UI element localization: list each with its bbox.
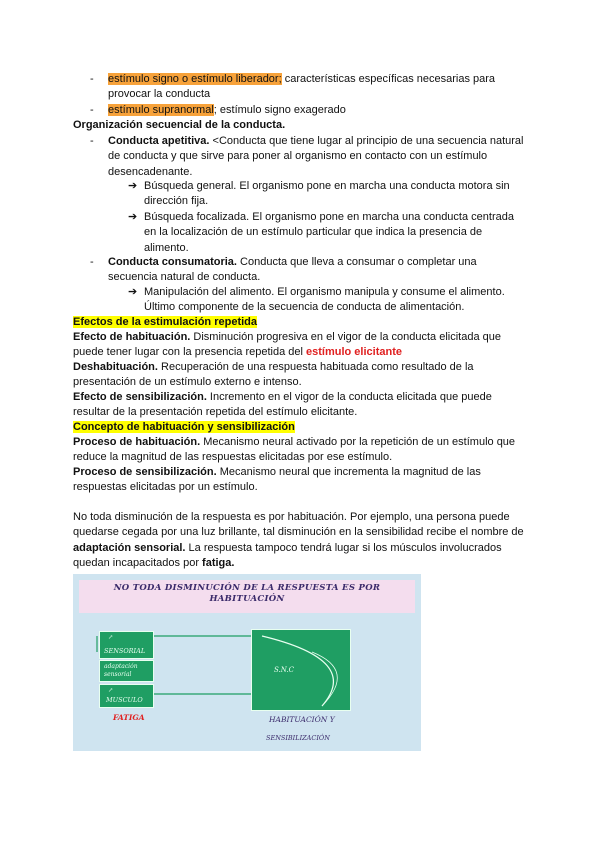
snc-curve [252, 630, 350, 710]
arrow-icon: ➔ [128, 180, 138, 192]
sensorial-mark: ↗ [108, 634, 114, 641]
proceso-habituacion: Proceso de habituación. Mecanismo neural activado por la repetición de un estímulo que reduce la magnitud de las respuestas elicitadas por ese estímulo. [73, 436, 516, 464]
label-sensibilizacion: SENSIBILIZACIÓN [266, 734, 330, 742]
label-musculo: MUSCULO [106, 696, 143, 704]
label-sensorial: SENSORIAL [104, 647, 146, 655]
musculo-mark: ↗ [108, 687, 114, 694]
heading-concepto: Concepto de habituación y sensibilización [73, 421, 295, 433]
list-item-estimulo-signo: estímulo signo o estímulo liberador; características específicas necesarias para provocar la conducta [108, 73, 496, 101]
figure-title: NO TODA DISMINUCIÓN DE LA RESPUESTA ES POR HABITUACIÓN [79, 580, 415, 613]
term-estimulo-signo: estímulo signo o estímulo liberador; [108, 73, 282, 85]
arrow-icon: ➔ [128, 211, 138, 223]
term-conducta-consumatoria: Conducta consumatoria. [108, 256, 237, 268]
term-deshabituacion: Deshabituación. [73, 361, 158, 373]
box-snc [251, 629, 351, 711]
busqueda-focalizada: Búsqueda focalizada. El organismo pone en marcha una conducta centrada en la localización de un estímulo particular que indica la presencia de alimento. [144, 211, 514, 254]
heading-organizacion: Organización secuencial de la conducta. [73, 119, 286, 131]
list-dash: - [90, 104, 94, 116]
manipulacion-alimento: Manipulación del alimento. El organismo manipula y consume el alimento. Último componente de la secuencia de conducta de alimentación. [144, 286, 505, 314]
list-item-estimulo-supranormal: estímulo supranormal; estímulo signo exagerado [108, 104, 346, 116]
list-dash: - [90, 73, 94, 85]
term-proceso-habituacion: Proceso de habituación. [73, 436, 201, 448]
deshabituacion: Deshabituación. Recuperación de una respuesta habituada como resultado de la presentación de un estímulo externo e intenso. [73, 361, 474, 389]
list-dash: - [90, 135, 94, 147]
term-efecto-habituacion: Efecto de habituación. [73, 331, 191, 343]
label-fatiga: FATIGA [113, 713, 145, 722]
busqueda-general: Búsqueda general. El organismo pone en marcha una conducta motora sin dirección fija. [144, 180, 510, 208]
term-fatiga: fatiga. [202, 556, 235, 569]
conducta-consumatoria: Conducta consumatoria. Conducta que lleva a consumar o completar una secuencia natural de conducta. [108, 256, 477, 284]
term-adaptacion-sensorial: adaptación sensorial. [73, 541, 186, 554]
proceso-sensibilizacion: Proceso de sensibilización. Mecanismo neural que incrementa la magnitud de las respuestas elicitadas por un estímulo. [73, 466, 481, 494]
arrow-icon: ➔ [128, 286, 138, 298]
box-sensorial [99, 631, 154, 659]
box-musculo [99, 684, 154, 708]
term-estimulo-elicitante: estímulo elicitante [306, 346, 402, 359]
paragraph-adaptacion: No toda disminución de la respuesta es por habituación. Por ejemplo, una persona puede quedarse cegada por una luz brillante, tal disminución en la sensibilidad recibe el nombre de adaptación sensorial. La respuesta tampoco tendrá lugar si los músculos involucrados quedan incapacitados por fatiga. [73, 511, 524, 569]
figure-habituacion-diagram [73, 574, 421, 751]
efecto-sensibilizacion: Efecto de sensibilización. Incremento en el vigor de la conducta elicitada que puede resultar de la presentación repetida del estímulo elicitante. [73, 391, 492, 419]
heading-efectos: Efectos de la estimulación repetida [73, 316, 258, 328]
label-snc: S.N.C [274, 666, 295, 674]
label-adaptacion: adaptación sensorial [104, 663, 138, 678]
term-estimulo-supranormal: estímulo supranormal [108, 104, 214, 116]
term-efecto-sensibilizacion: Efecto de sensibilización. [73, 391, 207, 403]
conducta-apetitiva: Conducta apetitiva. <Conducta que tiene lugar al principio de una secuencia natural de conducta y que sirve para poner al organismo en contacto con un estímulo desencadenante. [108, 135, 524, 178]
list-dash: - [90, 256, 94, 268]
term-proceso-sensibilizacion: Proceso de sensibilización. [73, 466, 217, 478]
term-conducta-apetitiva: Conducta apetitiva. [108, 135, 210, 147]
snc-curve-path [262, 636, 333, 706]
efecto-habituacion: Efecto de habituación. Disminución progresiva en el vigor de la conducta elicitada que puede tener lugar con la presencia repetida del estímulo elicitante [73, 331, 501, 359]
label-habituacion: HABITUACIÓN Y [269, 715, 335, 724]
box-adaptacion [99, 660, 154, 682]
